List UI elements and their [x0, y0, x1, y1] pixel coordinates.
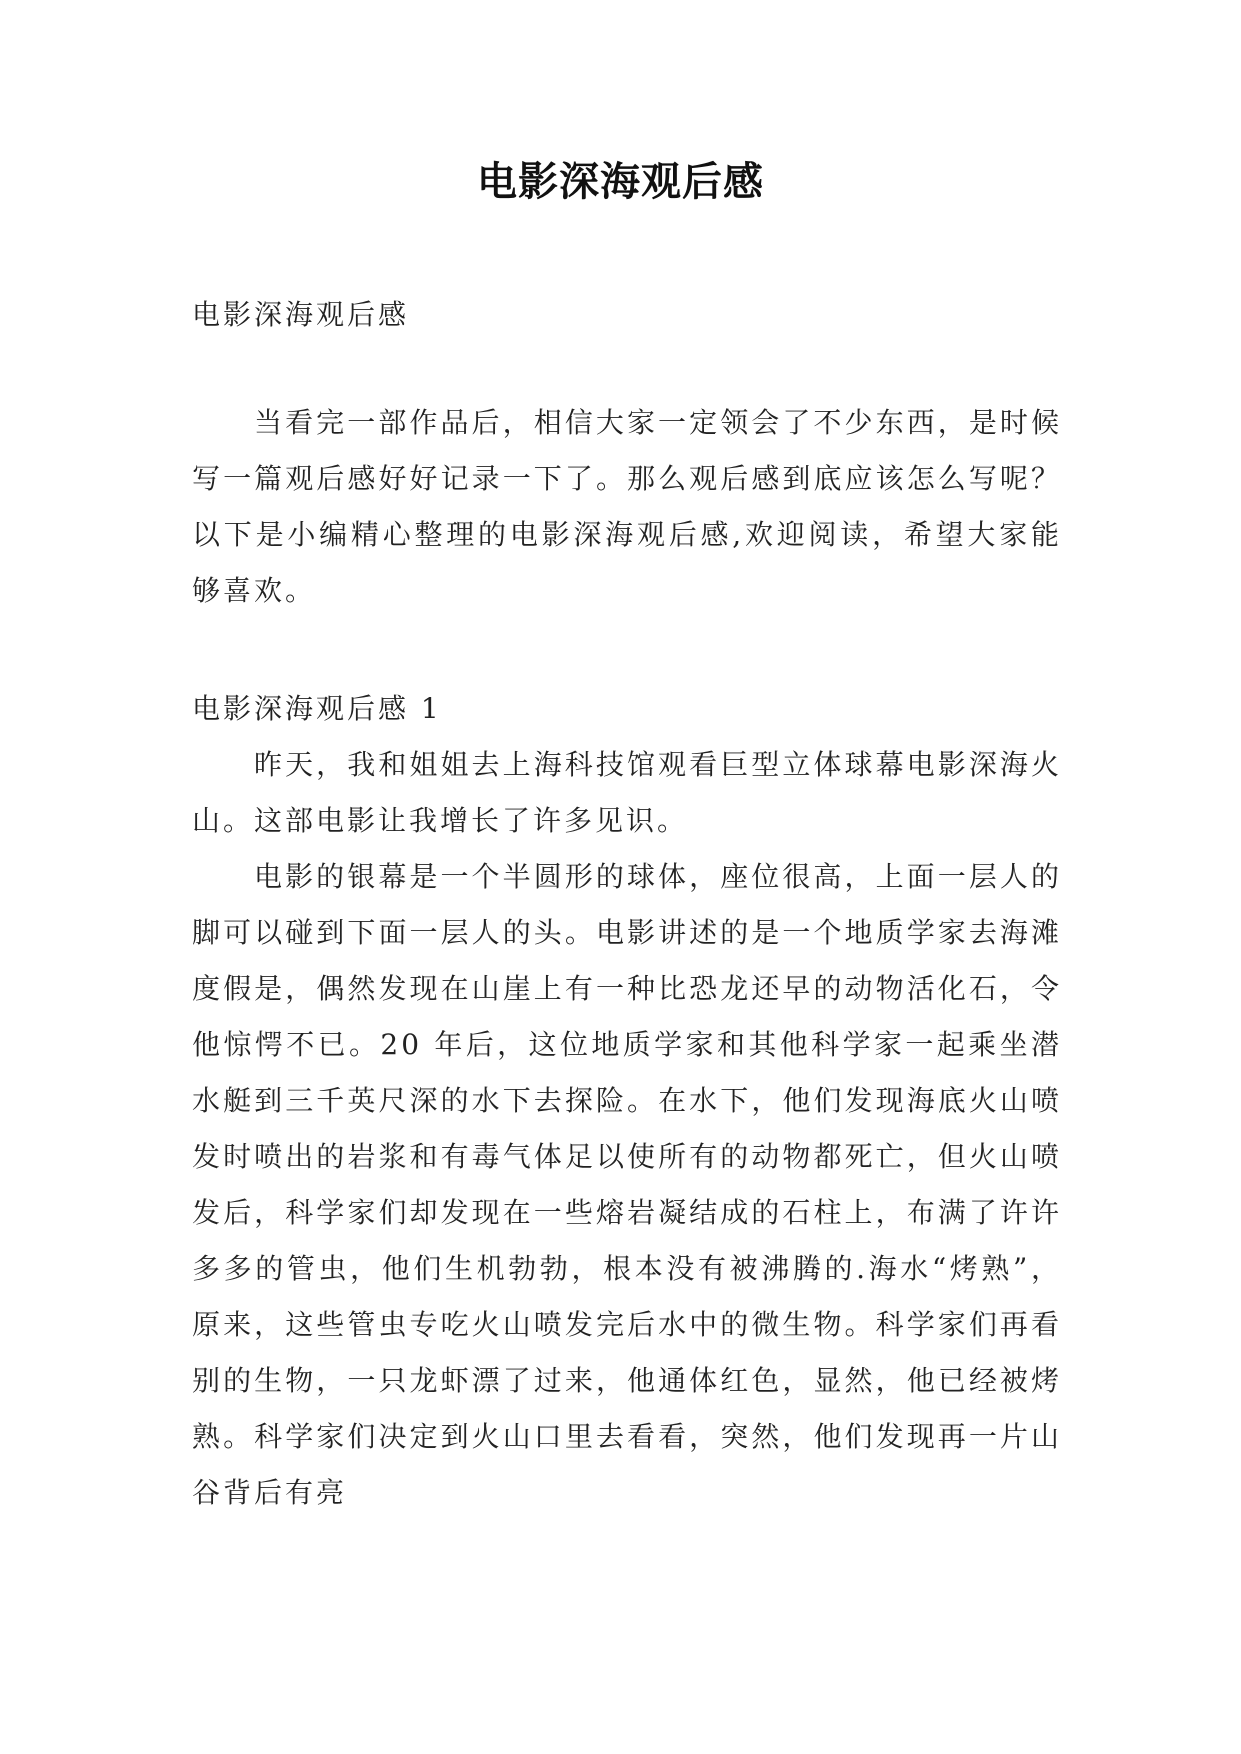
section-heading: 电影深海观后感 1 [192, 692, 442, 725]
document-subtitle: 电影深海观后感 [192, 298, 410, 331]
section-paragraph-2: 电影的银幕是一个半圆形的球体，座位很高，上面一层人的脚可以碰到下面一层人的头。电影讲述的是一个地质学家去海滩度假是，偶然发现在山崖上有一种比恐龙还早的动物活化石，令他惊愕不已。20 年后，这位地质学家和其他科学家一起乘坐潜水艇到三千英尺深的水下去探险。在水下，他们发现海底火山喷发时喷出的岩浆和有毒气体足以使所有的动物都死亡，但火山喷发后，科学家们却发现在一些熔岩凝结成的石柱上，布满了许许多多的管虫，他们生机勃勃，根本没有被沸腾的.海水“烤熟”，原来，这些管虫专吃火山喷发完后水中的微生物。科学家们再看别的生物，一只龙虾漂了过来，他通体红色，显然，他已经被烤熟。科学家们决定到火山口里去看看，突然，他们发现再一片山谷背后有亮 [192, 860, 1062, 1509]
intro-paragraph: 当看完一部作品后，相信大家一定领会了不少东西，是时候写一篇观后感好好记录一下了。那么观后感到底应该怎么写呢？以下是小编精心整理的电影深海观后感,欢迎阅读，希望大家能够喜欢。 [192, 406, 1062, 607]
document-body [192, 287, 1062, 1521]
section-paragraph-1: 昨天，我和姐姐去上海科技馆观看巨型立体球幕电影深海火山。这部电影让我增长了许多见识。 [192, 748, 1062, 837]
spacer [192, 619, 1062, 681]
spacer [192, 343, 1062, 395]
document-title: 电影深海观后感 [477, 158, 764, 205]
